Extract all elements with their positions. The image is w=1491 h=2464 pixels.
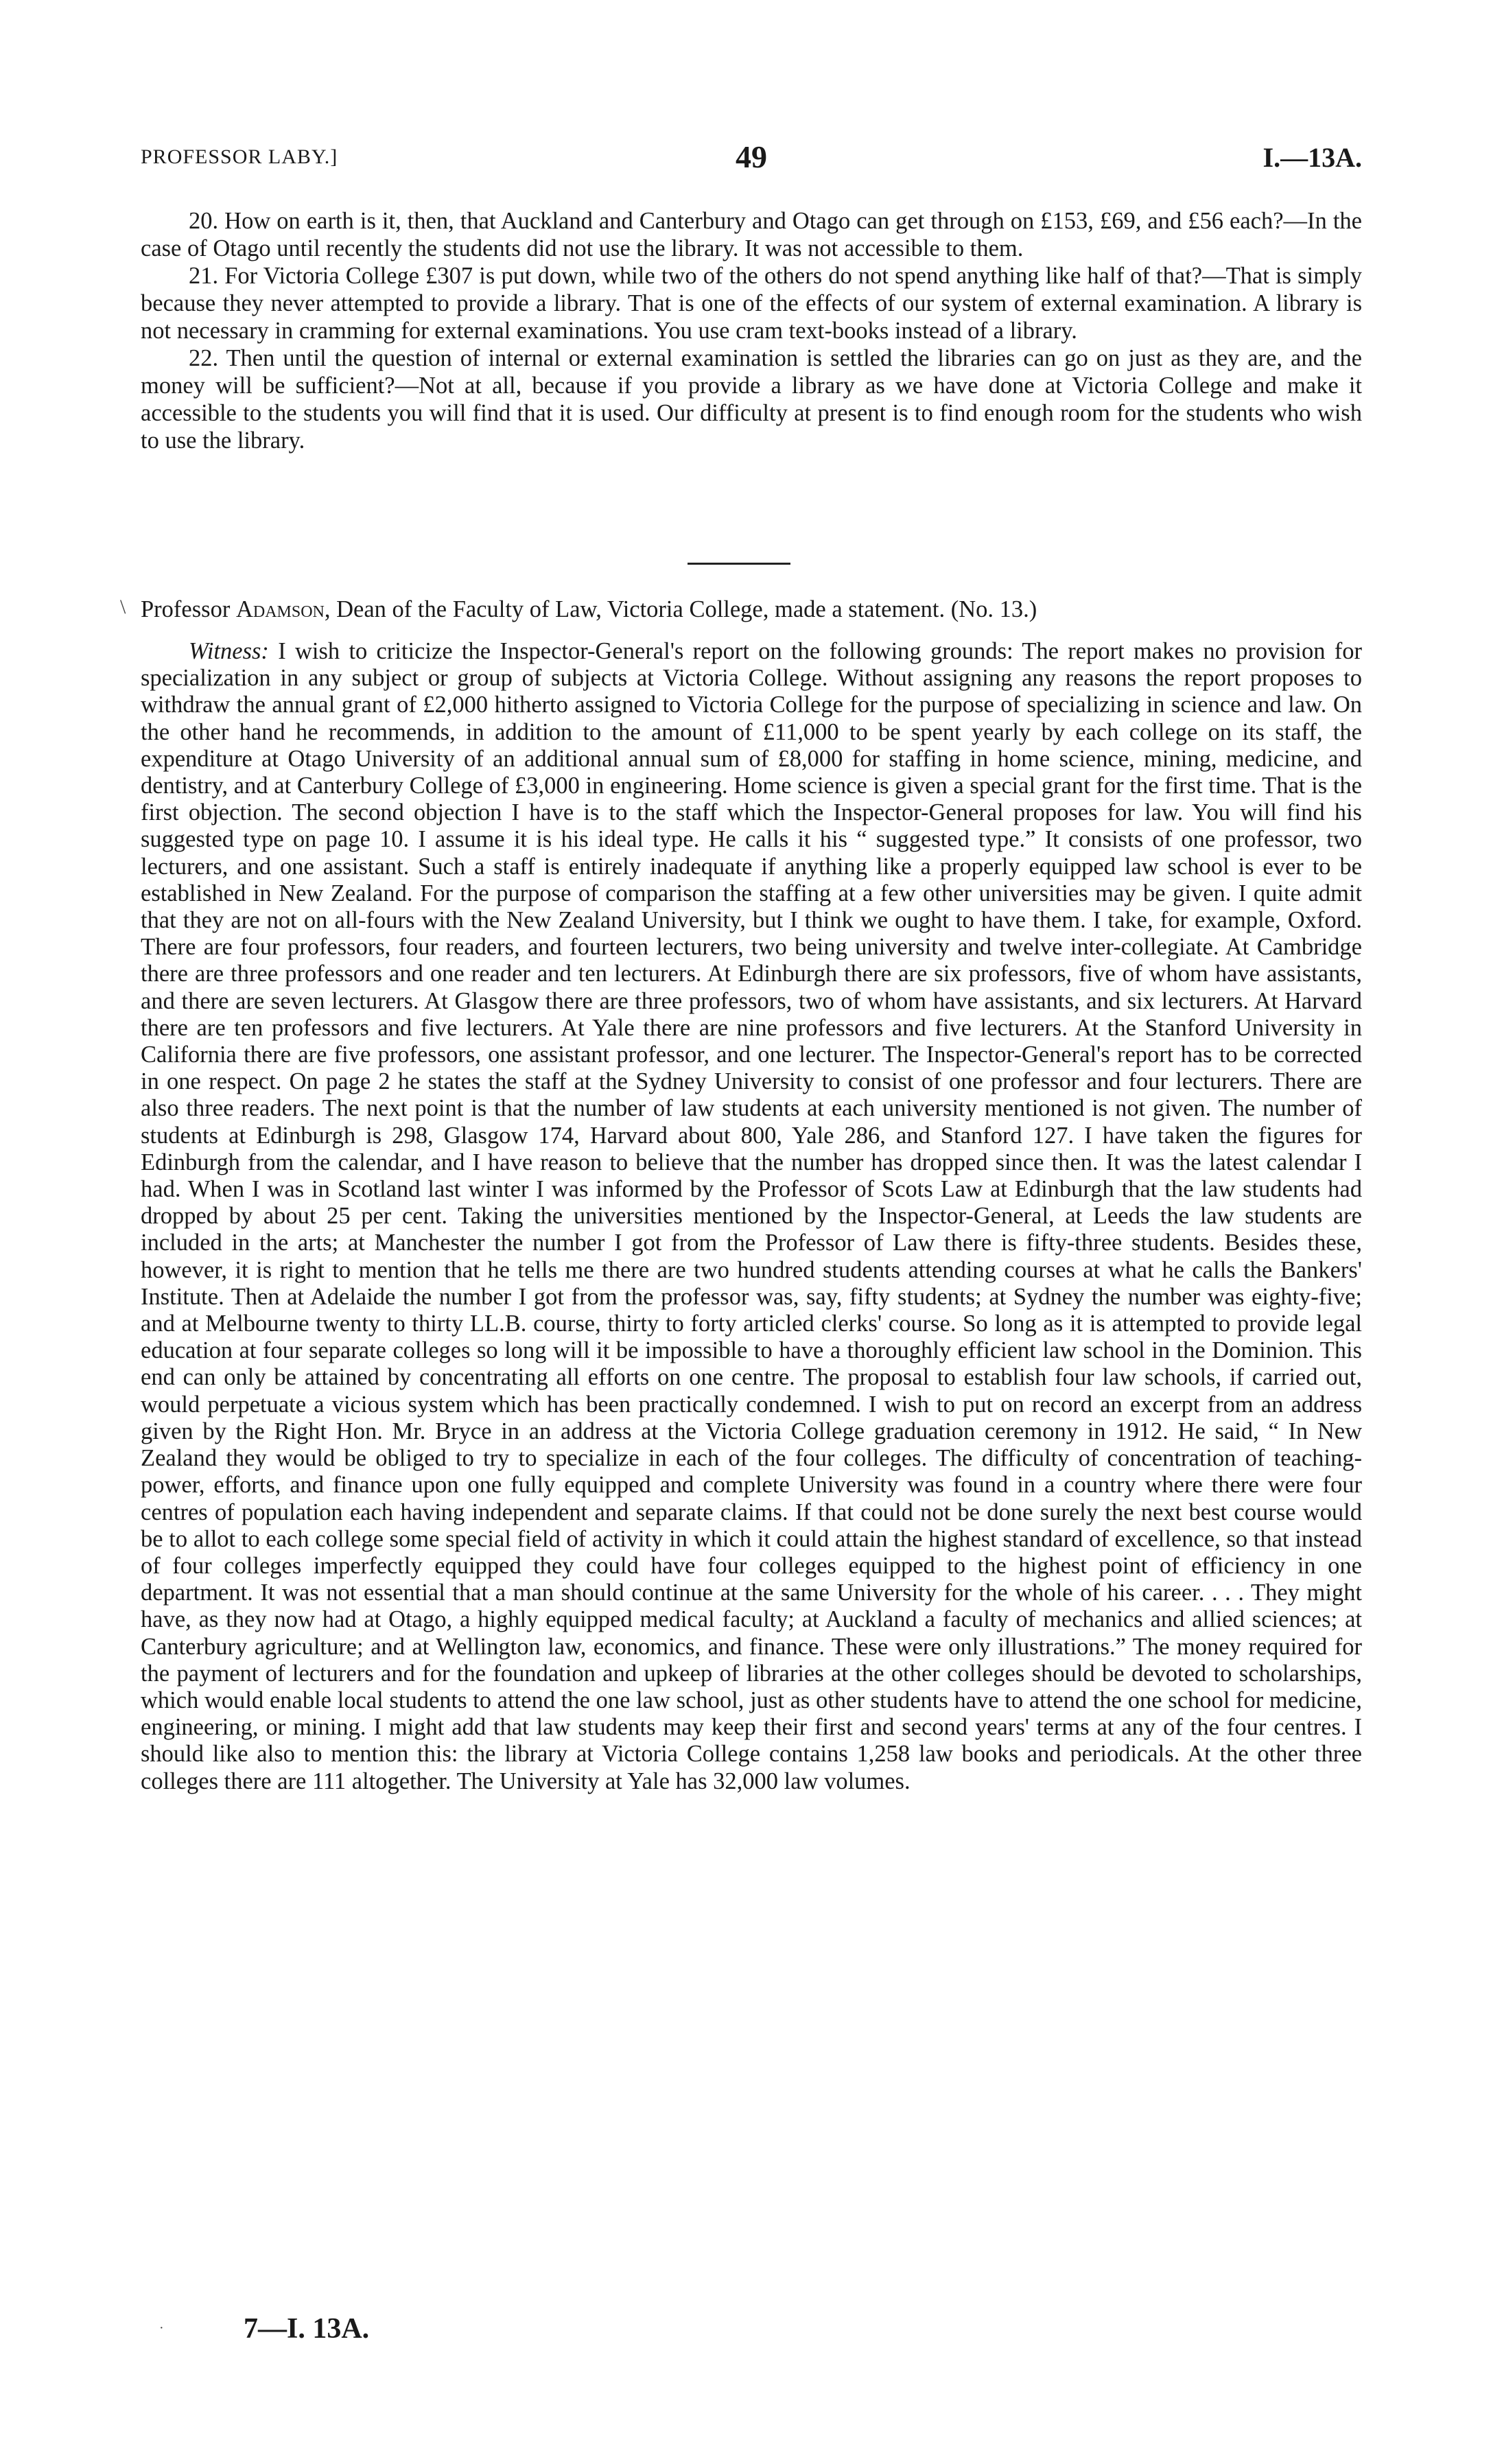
paper-reference: I.—13A. [1263,142,1362,173]
witness-label: Witness: [189,638,269,664]
statement-pre: Professor [141,596,231,622]
speaker-name: Adamson [235,596,325,622]
running-head: PROFESSOR LABY.] [141,145,338,168]
statement-post: , Dean of the Faculty of Law, Victoria College, made a statement. (No. 13.) [324,596,1037,622]
page-footer [137,2312,549,2354]
witness-paragraph [141,638,1362,1795]
witness-text: I wish to criticize the Inspector-General's report on the following grounds: The report makes no provision for specialization in any subject or group of subjects at Victoria College. Without assigning any reasons the report proposes to withdraw the annual grant of £2,000 hitherto assigned to Victoria College for the purpose of specializing in science and law. On the other hand he recommends, in addition to the amount of £11,000 to be spent yearly by each college on its staff, the expenditure at Otago University of an additional annual sum of £8,000 for staffing in home science, mining, medicine, and dentistry, and at Canterbury College of £3,000 in engineering. Home science is given a special grant for the first time. That is the first objection. The second objection I have is to the staff which the Inspector-General proposes for law. You will find his suggested type on page 10. I assume it is his ideal type. He calls it his “ suggested type.” It consists of one professor, two lecturers, and one assistant. Such a staff is entirely inadequate if anything like a properly equipped law school is ever to be established in New Zealand. For the purpose of comparison the staffing at a few other universities may be given. I quite admit that they are not on all-fours with the New Zealand University, but I think we ought to have them. I take, for example, Oxford. There are four professors, four readers, and fourteen lecturers, two being university and twelve inter-collegiate. At Cambridge there are three professors and one reader and ten lecturers. At Edinburgh there are six professors, five of whom have assistants, and there are seven lecturers. At Glasgow there are three professors, two of whom have assistants, and six lecturers. At Harvard there are ten professors and five lecturers. At Yale there are nine professors and five lecturers. At the Stanford University in California there are five professors, one assistant professor, and one lecturer. The Inspector-General's report has to be corrected in one respect. On page 2 he states the staff at the Sydney University to consist of one professor and four lecturers. There are also three readers. The next point is that the number of law students at each university mentioned is not given. The number of students at Edinburgh is 298, Glasgow 174, Harvard about 800, Yale 286, and Stanford 127. I have taken the figures for Edinburgh from the calendar, and I have reason to believe that the number has dropped since then. It was the latest calendar I had. When I was in Scotland last winter I was informed by the Professor of Scots Law at Edinburgh that the law students had dropped by about 25 per cent. Taking the universities mentioned by the Inspector-General, at Leeds the law students are included in the arts; at Manchester the number I got from the Professor of Law there is fifty-three students. Besides these, however, it is right to mention that he tells me there are two hundred students attending courses at what he calls the Bankers' Institute. Then at Adelaide the number I got from the professor was, say, fifty students; at Sydney the number was eighty-five; and at Melbourne twenty to thirty LL.B. course, thirty to forty articled clerks' course. So long as it is attempted to provide legal education at four separate colleges so long will it be impossible to have a thoroughly efficient law school in the Dominion. This end can only be attained by concentrating all efforts on one centre. The proposal to establish four law schools, if carried out, would perpetuate a vicious system which has been practically condemned. I wish to put on record an excerpt from an address given by the Right Hon. Mr. Bryce in an address at the Victoria College graduation ceremony in 1912. He said, “ In New Zealand they would be obliged to try to specialize in each of the four colleges. The difficulty of concentration of teaching-power, efforts, and finance upon one fully equipped and complete University was found in a country where there were four centres of population each having independent and separate claims. If that could not be done surely the next best course would be to allot to each college some special field of activity in which it could attain the highest standard of excellence, so that instead of four colleges imperfectly equipped they could have four colleges equipped to the highest point of efficiency in one department. It was not essential that a man should continue at the same University for the whole of his career. . . . They might have, as they now had at Otago, a highly equipped medical faculty; at Auckland a faculty of mechanics and allied sciences; at Canterbury agriculture; and at Wellington law, economics, and finance. These were only illustrations.” The money required for the payment of lecturers and for the foundation and upkeep of libraries at the other colleges should be devoted to scholarships, which would enable local students to attend the one law school, just as other students have to attend the one school for medicine, engineering, or mining. I might add that law students may keep their first and second years' terms at any of the four centres. I should like also to mention this: the library at Victoria College contains 1,258 law books and periodicals. At the other three colleges there are 111 altogether. The University at Yale has 32,000 law volumes. [141,638,1362,1794]
footer-mark: · [159,2321,164,2336]
witness-statement [141,638,1362,1795]
evidence-questions [141,207,1362,454]
page-number: 49 [736,139,767,174]
question-20: 20. How on earth is it, then, that Auckland and Canterbury and Otago can get through on £153, £69, and £56 each?—In the case of Otago until recently the students did not use the library. It was not accessible to them. [141,208,1362,261]
section-divider [688,563,790,565]
question-21: 21. For Victoria College £307 is put down, while two of the others do not spend anything like half of that?—That is simply because they never attempted to provide a library. That is one of the effects of our system of external examination. A library is not necessary in cramming for external examinations. You use cram text-books instead of a library. [141,263,1362,344]
printer-signature: 7—I. 13A. [244,2313,370,2345]
question-22: 22. Then until the question of internal or external examination is settled the libraries can go on just as they are, and the money will be sufficient?—Not at all, because if you provide a library as we have done at Victoria College and make it accessible to the students you will find that it is used. Our difficulty at present is to find enough room for the students who wish to use the library. [141,345,1362,454]
statement-heading [141,596,1362,623]
page-header [141,139,1362,180]
margin-mark: \ [120,596,126,618]
